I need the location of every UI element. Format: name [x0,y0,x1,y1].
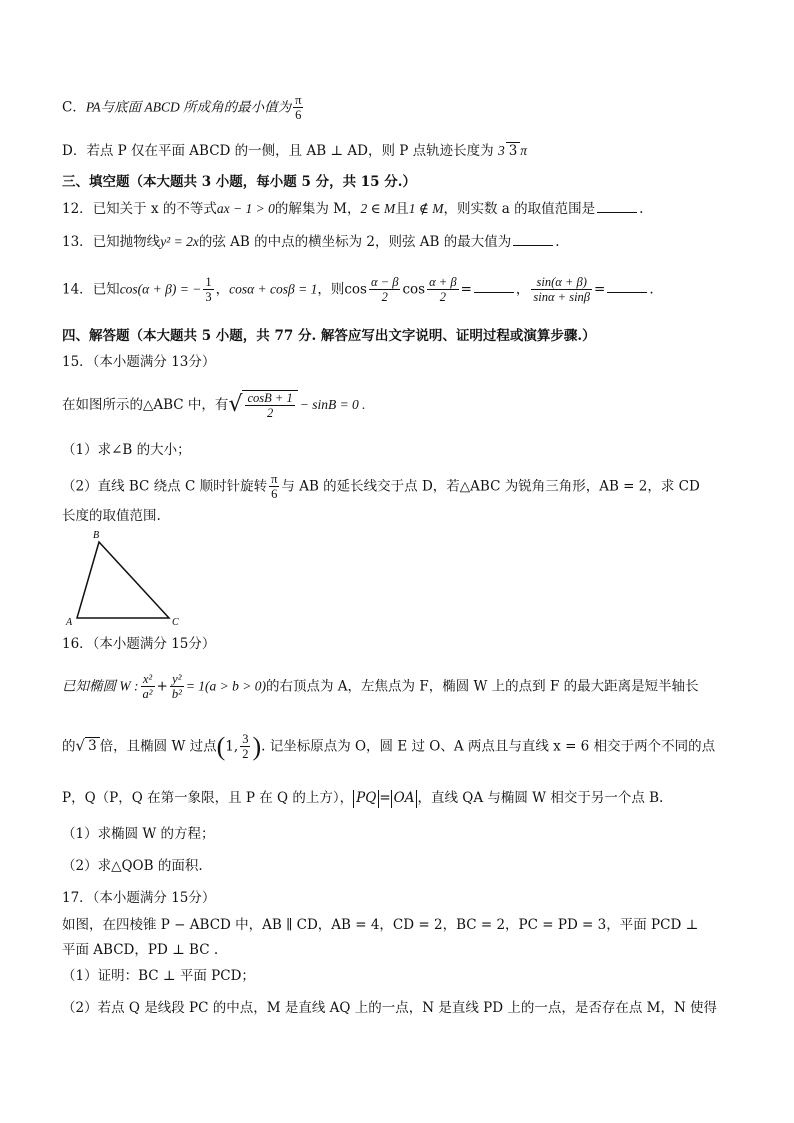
question-15-stem: 在如图所示的△ABC 中，有√ $\frac{\cos B + 1}{2}$ − sinB = 0 . [62,391,366,421]
question-15-part-2-cont: 长度的取值范围. [62,508,161,524]
answer-blank [513,245,553,246]
question-17-part-1: （1）证明：BC ⊥ 平面 PCD； [62,968,255,984]
question-13: 13．已知抛物线y² = 2x的弦 AB 的中点的横坐标为 2，则弦 AB 的最大值为 . [62,234,560,250]
answer-blank [607,292,647,293]
question-17-line-2: 平面 ABCD，PD ⊥ BC . [62,942,219,958]
section-3-title: 三、填空题（本大题共 3 小题，每小题 5 分，共 15 分.） [62,174,416,190]
option-d: D．若点 P 仅在平面 ABCD 的一侧，且 AB ⊥ AD，则 P 点轨迹长度为 3 3 π [62,143,528,159]
question-14: 14．已知cos(α + β) = − $\frac{1}{3}$ ，cosα + cosβ = 1，则cos $\frac{\alpha - \beta}{2}$ cos $\frac{\alpha + \beta}{2}$ = ， $\frac{\sin(\alpha + \beta)}{\sin\alpha + \sin\beta}$ = . [62,275,654,305]
vertex-label-a: A [66,617,73,628]
vertex-label-c: C [172,617,179,628]
option-c: C．PA与底面 ABCD 所成角的最小值为 $\frac{\pi}{6}$ [62,93,302,123]
question-16-part-2: （2）求△QOB 的面积. [62,858,203,874]
radical-sign: √ [228,392,243,418]
answer-blank [597,212,637,213]
question-15-part-2: （2）直线 BC 绕点 C 顺时针旋转 $\frac{\pi}{6}$ 与 AB 的延长线交于点 D，若△ABC 为锐角三角形，AB = 2，求 CD [62,472,700,502]
question-17-header: 17．（本小题满分 15分） [62,890,216,906]
question-15-part-1: （1）求∠B 的大小； [62,442,191,458]
fraction-pi-over-6: $\frac{\pi}{6}$ [295,93,302,123]
question-16-line-2: 的√ 3 倍，且椭圆 W 过点(1, $\frac{3}{2}$ ). 记坐标原点为 O，圆 E 过 O、A 两点且与直线 x = 6 相交于两个不同的点 [62,732,716,762]
question-12: 12．已知关于 x 的不等式ax − 1 > 0的解集为 M，2 ∈ M且1 ∉ M，则实数 a 的取值范围是 . [62,201,644,217]
question-16-header: 16．（本小题满分 15分） [62,636,216,652]
answer-blank [474,292,514,293]
sqrt-3: 3 [506,142,521,161]
triangle-shape [77,542,169,618]
section-4-title: 四、解答题（本大题共 5 小题，共 77 分. 解答应写出文字说明、证明过程或演算步骤.） [62,328,596,344]
question-17-part-2: （2）若点 Q 是线段 PC 的中点，M 是直线 AQ 上的一点，N 是直线 PD 上的一点，是否存在点 M，N 使得 [62,1000,718,1016]
question-16-part-1: （1）求椭圆 W 的方程； [62,826,215,842]
question-15-header: 15．（本小题满分 13分） [62,354,216,370]
vertex-label-b: B [93,530,100,541]
question-17-line-1: 如图，在四棱锥 P − ABCD 中，AB ∥ CD，AB = 4，CD = 2，BC = 2，PC = PD = 3，平面 PCD ⊥ [62,917,699,933]
question-16-line-1: 已知椭圆 W : $\frac{\text{x²}}{\text{a²}}$ + $\frac{\text{y²}}{\text{b²}}$ = 1(a > b > 0)的右顶点为 A，左焦点为 F，椭圆 W 上的点到 F 的最大距离是短半轴长 [62,672,699,702]
triangle-abc-figure [62,528,187,628]
question-16-line-3: P，Q（P，Q 在第一象限，且 P 在 Q 的上方）， PQ = OA ，直线 QA 与椭圆 W 相交于另一个点 B. [62,790,664,806]
